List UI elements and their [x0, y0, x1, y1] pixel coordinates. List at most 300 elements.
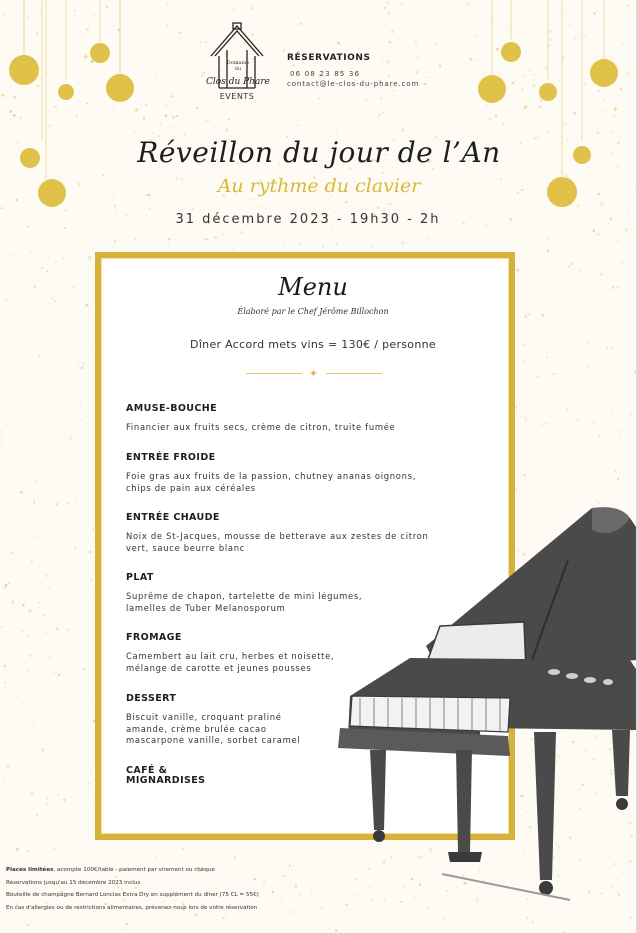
logo-du: du — [234, 66, 242, 72]
speckle-dot — [43, 511, 45, 513]
speckle-dot — [5, 584, 8, 587]
speckle-dot — [11, 601, 14, 604]
speckle-dot — [575, 418, 577, 420]
divider-line — [246, 373, 302, 374]
speckle-dot — [86, 761, 88, 763]
speckle-dot — [322, 246, 324, 248]
speckle-dot — [113, 240, 116, 243]
speckle-dot — [568, 265, 571, 268]
speckle-dot — [44, 370, 45, 371]
speckle-dot — [156, 857, 157, 858]
speckle-dot — [46, 270, 48, 272]
speckle-dot — [63, 481, 65, 483]
speckle-dot — [134, 238, 136, 240]
speckle-dot — [11, 551, 14, 554]
speckle-dot — [591, 266, 592, 267]
speckle-dot — [80, 419, 82, 421]
speckle-dot — [582, 326, 583, 327]
speckle-dot — [37, 536, 38, 537]
speckle-dot — [52, 533, 53, 534]
speckle-dot — [91, 703, 92, 704]
speckle-dot — [516, 269, 519, 272]
course-line: Financier aux fruits secs, crème de citron, truite fumée — [126, 422, 396, 432]
speckle-dot — [145, 234, 146, 235]
speckle-dot — [0, 431, 1, 433]
speckle-dot — [291, 869, 293, 871]
speckle-dot — [70, 438, 72, 440]
speckle-dot — [303, 858, 304, 859]
course-name: ENTRÉE FROIDE — [126, 452, 216, 463]
speckle-dot — [225, 914, 227, 916]
speckle-dot — [16, 850, 17, 851]
footer-line-reservations: Réservations jusqu'au 15 décembre 2023 inclus — [6, 879, 141, 886]
speckle-dot — [55, 261, 57, 263]
ornament-ball — [58, 84, 74, 100]
speckle-dot — [222, 233, 224, 235]
speckle-dot — [579, 269, 581, 271]
course-description — [126, 471, 496, 494]
speckle-dot — [525, 418, 528, 421]
speckle-dot — [35, 480, 37, 482]
reservations-title: RÉSERVATIONS — [287, 53, 371, 63]
speckle-dot — [47, 255, 49, 257]
speckle-dot — [553, 373, 555, 375]
speckle-dot — [593, 253, 594, 254]
speckle-dot — [98, 918, 99, 919]
speckle-dot — [615, 363, 616, 364]
menu-divider — [246, 367, 382, 380]
speckle-dot — [38, 601, 40, 603]
speckle-dot — [17, 840, 18, 841]
speckle-dot — [10, 656, 11, 657]
speckle-dot — [593, 422, 595, 424]
speckle-dot — [36, 814, 38, 816]
speckle-dot — [566, 321, 567, 322]
speckle-dot — [223, 917, 225, 919]
speckle-dot — [568, 491, 569, 492]
menu-chef: Élaboré par le Chef Jérôme Billochon — [237, 307, 389, 316]
speckle-dot — [560, 301, 561, 302]
speckle-dot — [241, 232, 243, 234]
speckle-dot — [77, 826, 79, 828]
speckle-dot — [636, 457, 638, 459]
speckle-dot — [546, 356, 548, 358]
speckle-dot — [46, 575, 49, 578]
speckle-dot — [8, 582, 11, 585]
svg-text:✦: ✦ — [522, 103, 529, 112]
speckle-dot — [634, 371, 636, 373]
speckle-dot — [335, 243, 338, 246]
speckle-dot — [87, 782, 89, 784]
speckle-dot — [523, 359, 525, 361]
speckle-dot — [27, 850, 29, 852]
logo-clos-du-phare: Clos du Phare — [206, 77, 270, 87]
speckle-dot — [90, 578, 92, 580]
svg-text:✦: ✦ — [612, 105, 619, 114]
footer-places-rest: , acompte 100€/table - paiement par virement ou chèque — [53, 867, 215, 873]
speckle-dot — [29, 728, 30, 729]
speckle-dot — [21, 629, 24, 632]
speckle-dot — [570, 442, 571, 443]
course-line: mélange de carotte et jeunes pousses — [126, 662, 312, 673]
speckle-dot — [58, 674, 60, 676]
speckle-dot — [296, 881, 297, 882]
footer-line-champagne: Bouteille de champagne Bernard Lonclas Extra Dry en supplément du dîner (75 CL = 55€) — [6, 892, 259, 898]
speckle-dot — [566, 408, 569, 411]
speckle-dot — [371, 245, 373, 247]
speckle-dot — [519, 257, 520, 258]
speckle-dot — [89, 551, 92, 554]
speckle-dot — [26, 397, 28, 399]
speckle-dot — [7, 765, 10, 768]
speckle-dot — [55, 503, 58, 506]
speckle-dot — [84, 845, 85, 846]
speckle-dot — [58, 794, 60, 796]
course-name-line: MIGNARDISES — [126, 775, 206, 786]
speckle-dot — [76, 861, 77, 862]
speckle-dot — [159, 244, 160, 245]
speckle-dot — [50, 588, 51, 589]
footer-line-places — [6, 864, 259, 877]
svg-text:✦: ✦ — [596, 191, 602, 198]
course-line: lamelles de Tuber Melanosporum — [126, 602, 286, 613]
speckle-dot — [45, 631, 47, 633]
speckle-dot — [74, 547, 76, 549]
event-date: 31 décembre 2023 - 19h30 - 2h — [175, 212, 441, 227]
speckle-dot — [205, 238, 207, 240]
speckle-dot — [577, 420, 579, 422]
speckle-dot — [33, 503, 35, 505]
speckle-dot — [570, 262, 573, 265]
speckle-dot — [545, 423, 547, 425]
speckle-dot — [614, 470, 616, 472]
speckle-dot — [38, 355, 40, 357]
speckle-dot — [3, 500, 4, 501]
speckle-dot — [1, 626, 3, 628]
speckle-dot — [347, 931, 348, 932]
speckle-dot — [283, 875, 286, 878]
speckle-dot — [83, 549, 84, 550]
speckle-dot — [3, 665, 6, 668]
speckle-dot — [41, 267, 43, 269]
speckle-dot — [600, 498, 602, 500]
ornament-ball — [590, 59, 618, 87]
speckle-dot — [636, 712, 637, 713]
speckle-dot — [24, 814, 25, 815]
speckle-dot — [620, 430, 623, 433]
speckle-dot — [52, 671, 55, 674]
speckle-dot — [27, 924, 30, 927]
speckle-dot — [53, 848, 55, 850]
diamond-icon: ✦ — [308, 367, 319, 380]
speckle-dot — [27, 671, 29, 673]
speckle-dot — [2, 579, 3, 580]
speckle-dot — [20, 491, 23, 494]
speckle-dot — [338, 236, 339, 237]
speckle-dot — [18, 484, 20, 486]
speckle-dot — [47, 798, 48, 799]
speckle-dot — [38, 607, 40, 609]
speckle-dot — [168, 238, 170, 240]
speckle-dot — [63, 799, 66, 802]
speckle-dot — [1, 605, 2, 606]
speckle-dot — [214, 236, 217, 239]
event-subtitle: Au rythme du clavier — [217, 175, 421, 197]
speckle-dot — [311, 890, 312, 891]
speckle-dot — [71, 796, 72, 797]
speckle-dot — [6, 553, 7, 554]
logo-domaine: Domaine — [226, 60, 250, 66]
speckle-dot — [289, 911, 292, 914]
speckle-dot — [28, 839, 29, 840]
speckle-dot — [627, 461, 629, 463]
speckle-dot — [539, 237, 540, 238]
speckle-dot — [6, 487, 7, 488]
speckle-dot — [523, 331, 524, 332]
speckle-dot — [79, 402, 81, 404]
ornament-ball — [539, 83, 557, 101]
speckle-dot — [549, 485, 551, 487]
speckle-dot — [541, 424, 543, 426]
course-line: mascarpone vanille, sorbet caramel — [126, 735, 301, 745]
speckle-dot — [68, 611, 69, 612]
speckle-dot — [13, 255, 14, 256]
speckle-dot — [125, 922, 128, 925]
speckle-dot — [547, 249, 550, 252]
course-name: DESSERT — [126, 693, 177, 704]
speckle-dot — [31, 561, 33, 563]
speckle-dot — [175, 239, 176, 240]
speckle-dot — [28, 860, 29, 861]
course-line: Foie gras aux fruits de la passion, chutney ananas oignons, — [126, 471, 417, 481]
speckle-dot — [299, 243, 300, 244]
speckle-dot — [24, 553, 25, 554]
speckle-dot — [63, 391, 64, 392]
speckle-dot — [61, 257, 64, 260]
speckle-dot — [401, 241, 404, 244]
course-line: vert, sauce beurre blanc — [126, 542, 246, 553]
speckle-dot — [42, 749, 45, 752]
svg-text:✦: ✦ — [82, 53, 90, 63]
speckle-dot — [612, 413, 614, 415]
speckle-dot — [4, 681, 7, 684]
speckle-dot — [588, 367, 590, 369]
speckle-dot — [48, 588, 50, 590]
ornament-ball — [106, 74, 134, 102]
speckle-dot — [317, 915, 318, 916]
speckle-dot — [66, 629, 68, 631]
speckle-dot — [535, 492, 536, 493]
speckle-dot — [215, 923, 216, 924]
speckle-dot — [620, 438, 621, 439]
speckle-dot — [124, 928, 126, 930]
ornament-ball — [9, 55, 39, 85]
speckle-dot — [33, 725, 35, 727]
footer-places-bold: Places limitées — [6, 867, 54, 873]
speckle-dot — [46, 803, 48, 805]
speckle-dot — [626, 263, 627, 264]
speckle-dot — [75, 499, 77, 501]
speckle-dot — [617, 239, 620, 242]
speckle-dot — [82, 362, 85, 365]
speckle-dot — [22, 604, 25, 607]
speckle-dot — [591, 302, 592, 303]
speckle-dot — [91, 773, 92, 774]
speckle-dot — [623, 491, 625, 493]
speckle-dot — [3, 586, 6, 589]
speckle-dot — [630, 413, 632, 415]
speckle-dot — [537, 439, 538, 440]
course-line: Suprême de chapon, tartelette de mini légumes, — [126, 591, 363, 601]
speckle-dot — [92, 528, 94, 530]
ornament-ball — [501, 42, 521, 62]
event-title: Réveillon du jour de l’An — [137, 136, 501, 169]
speckle-dot — [515, 488, 517, 490]
speckle-dot — [49, 657, 51, 659]
speckle-dot — [621, 261, 623, 263]
speckle-dot — [89, 258, 91, 260]
speckle-dot — [0, 441, 2, 443]
speckle-dot — [82, 917, 84, 919]
speckle-dot — [607, 324, 609, 326]
logo-domaine-text — [218, 60, 258, 72]
speckle-dot — [83, 570, 84, 571]
course-amuse-bouche — [126, 403, 496, 434]
speckle-dot — [31, 793, 33, 795]
speckle-dot — [299, 894, 302, 897]
speckle-dot — [636, 914, 637, 915]
svg-text:✦: ✦ — [468, 56, 474, 64]
speckle-dot — [45, 403, 46, 404]
course-name-line: CAFÉ & — [126, 765, 168, 776]
speckle-dot — [1, 485, 2, 486]
speckle-dot — [56, 627, 59, 630]
logo-events: EVENTS — [219, 92, 255, 101]
speckle-dot — [564, 252, 565, 253]
speckle-dot — [571, 243, 572, 244]
speckle-dot — [524, 416, 526, 418]
speckle-dot — [284, 249, 286, 251]
menu-title: Menu — [278, 273, 348, 301]
speckle-dot — [44, 615, 46, 617]
speckle-dot — [515, 407, 517, 409]
divider-line — [326, 373, 382, 374]
speckle-dot — [3, 779, 5, 781]
speckle-dot — [283, 241, 285, 243]
speckle-dot — [182, 848, 185, 851]
speckle-dot — [617, 478, 619, 480]
speckle-dot — [82, 638, 83, 639]
course-line: chips de pain aux céréales — [126, 482, 256, 493]
speckle-dot — [16, 848, 19, 851]
course-name: FROMAGE — [126, 632, 182, 643]
course-line: Biscuit vanille, croquant praliné — [126, 712, 282, 722]
speckle-dot — [40, 564, 41, 565]
speckle-dot — [37, 656, 38, 657]
speckle-dot — [39, 353, 41, 355]
speckle-dot — [78, 362, 80, 364]
footer-line-allergies: En cas d'allergies ou de restrictions alimentaires, prévenez-nous lors de votre réservation — [6, 904, 258, 911]
course-line: amande, crème brulée cacao — [126, 723, 267, 734]
speckle-dot — [70, 435, 72, 437]
speckle-dot — [547, 238, 549, 240]
speckle-dot — [280, 898, 282, 900]
speckle-dot — [289, 865, 291, 867]
ornament-ball — [90, 43, 110, 63]
speckle-dot — [540, 325, 541, 326]
speckle-dot — [583, 253, 584, 254]
speckle-dot — [30, 252, 32, 254]
speckle-dot — [294, 885, 297, 888]
ornament-ball — [478, 75, 506, 103]
speckle-dot — [524, 474, 526, 476]
speckle-dot — [33, 500, 35, 502]
speckle-dot — [113, 245, 115, 247]
speckle-dot — [1, 435, 3, 437]
speckle-dot — [56, 617, 57, 618]
speckle-dot — [272, 891, 275, 894]
speckle-dot — [300, 231, 302, 233]
speckle-dot — [71, 815, 72, 816]
speckle-dot — [36, 802, 38, 804]
course-description — [126, 422, 496, 434]
footer-notes — [6, 864, 259, 914]
speckle-dot — [88, 255, 91, 258]
speckle-dot — [542, 463, 544, 465]
speckle-dot — [20, 498, 21, 499]
menu-price: Dîner Accord mets vins = 130€ / personne — [190, 338, 436, 351]
speckle-dot — [577, 441, 578, 442]
speckle-dot — [279, 874, 281, 876]
reservations-email[interactable]: contact@le-clos-du-phare.com — [287, 80, 420, 88]
course-name: PLAT — [126, 572, 154, 583]
speckle-dot — [29, 655, 31, 657]
speckle-dot — [313, 842, 315, 844]
course-line: Noix de St-Jacques, mousse de betterave aux zestes de citron — [126, 531, 429, 541]
speckle-dot — [537, 375, 540, 378]
speckle-dot — [234, 856, 237, 859]
speckle-dot — [321, 907, 323, 909]
speckle-dot — [23, 921, 24, 922]
speckle-dot — [50, 566, 51, 567]
speckle-dot — [597, 233, 600, 236]
speckle-dot — [598, 435, 600, 437]
speckle-dot — [10, 469, 12, 471]
speckle-dot — [69, 489, 71, 491]
course-name: AMUSE-BOUCHE — [126, 403, 218, 414]
speckle-dot — [530, 367, 533, 370]
speckle-dot — [66, 502, 69, 505]
speckle-dot — [29, 623, 31, 625]
speckle-dot — [556, 373, 557, 374]
grand-piano-icon — [330, 500, 638, 930]
course-line: Camembert au lait cru, herbes et noisette, — [126, 651, 335, 661]
speckle-dot — [58, 695, 59, 696]
speckle-dot — [233, 249, 235, 251]
speckle-dot — [29, 610, 32, 613]
speckle-dot — [27, 636, 29, 638]
speckle-dot — [167, 242, 169, 244]
speckle-dot — [21, 855, 22, 856]
speckle-dot — [263, 881, 265, 883]
speckle-dot — [426, 238, 428, 240]
speckle-dot — [22, 702, 24, 704]
speckle-dot — [234, 842, 236, 844]
speckle-dot — [86, 597, 87, 598]
reservations-phone[interactable]: 06 08 23 85 36 — [290, 70, 361, 78]
svg-text:✦: ✦ — [12, 94, 18, 102]
course-entree-froide — [126, 452, 496, 494]
